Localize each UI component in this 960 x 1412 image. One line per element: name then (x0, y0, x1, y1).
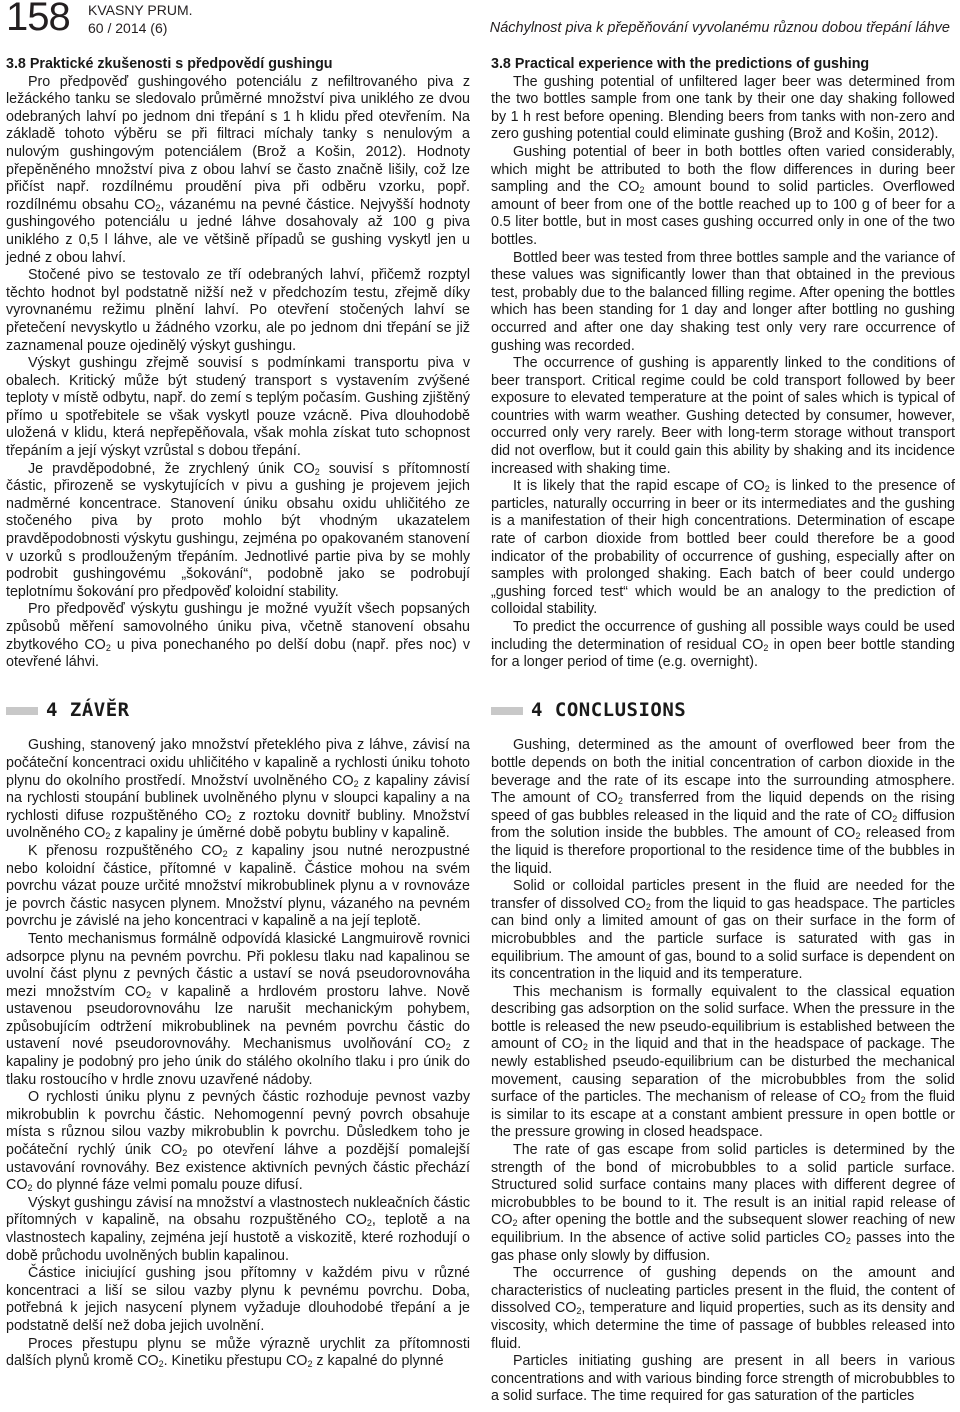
section-title: 4 ZÁVĚR (46, 698, 130, 721)
paragraph: Gushing, stanovený jako množství přetekléhо piva z láhve, závisí na počáteční koncentraci oxidu uhličitého v kapalině a rychlosti úniku tohoto plynu do okolního prostředí. Množství uvolněného $CO_2$ z kapaliny závisí na rychlosti stoupání bublinek uvolněného plynu v sloupci kapaliny a na rychlosti difuse rozpuštěného $CO_2$ z roztoku dovnitř bubliny. Množství uvolněného $CO_2$ z kapaliny je úměrné době pobytu bubliny v kapalině. (6, 737, 470, 842)
subsection-heading: 3.8 Praktické zkušenosti s předpovědí gushingu (6, 56, 333, 72)
paragraph: Bottled beer was tested from three bottles sample and the variance of these values was significantly lower than that obtained in the previous test, probably due to the balanced filling regime. After opening the bottles which has been standing for 1 day and longer after bottling no gushing occurred and after one day shaking test only very rare occurrence of gushing was recorded. (491, 249, 955, 354)
paragraph: K přenosu rozpuštěného $CO_2$ z kapaliny jsou nutné nerozpustné nebo koloidní částice, přítomné v kapalině. Částice mohou na svém povrchu vázat pouze určité množství mikrobublinek plynu a v rovnováze je povrch částic nasycen plynem. Množství plynu, vázaného na pevném povrchu je závislé na jeho koncentraci v kapalině a na její teplotě. (6, 842, 470, 930)
paragraph: It is likely that the rapid escape of $CO_2$ is linked to the presence of particles, naturally occurring in beer or its intermediates and the gushing is a manifestation of their high concentrations. Determination of escape rate of carbon dioxide from bottled beer could therefore be a good indicator of the probability of occurrence of gushing, especially after on samples with prolonged shaking. Each batch of beer could undergo „gushing forced test“ which would be an analogy to the prediction of colloidal stability. (491, 478, 955, 618)
paragraph: Výskyt gushingu závisí na množství a vlastnostech nukleačních částic přítomných v kapalině, na obsahu rozpuštěného $CO_2$, teplotě a na vlastnostech kapaliny, zejména její hustotě a viskozitě, které rozhodují o době průchodu uvolněných bublin kapalinou. (6, 1194, 471, 1264)
paragraph: Gushing, determined as the amount of overflowed beer from the bottle depends on both the initial concentration of carbon dioxide in the beverage and the rate of its escape into the surrounding atmosphere. The amount of $CO_2$ transferred from the liquid depends on the rising speed of gas bubbles released in the liquid and the rate of $CO_2$ diffusion from the solution inside the bubbles. The amount of $CO_2$ released from the liquid is therefore proportional to the residence time of the bubbles in the liquid. (491, 737, 955, 877)
subsection-heading: 3.8 Practical experience with the predictions of gushing (491, 56, 870, 72)
paragraph: The gushing potential of unfiltered lager beer was determined from the two bottles sample from one tank by their one day shaking followed by 1 h rest before opening. Blending beers from tanks with non-zero and zero gushing potential could eliminate gushing (Brož and Košin, 2012). (491, 73, 955, 143)
paragraph: Proces přestupu plynu se může výrazně urychlit za přítomnosti dalších plynů kromě $CO_2$. Kinetiku přestupu $CO_2$ z kapalné do plynné (6, 1335, 470, 1370)
section-marker (491, 707, 523, 715)
paragraph: Particles initiating gushing are present in all beers in various concentrations and with various binding force strength of microbubbles to a solid surface. The time required for gas saturation of the particles (491, 1353, 955, 1405)
volume-issue: 60 / 2014 (6) (88, 20, 168, 36)
paragraph: Výskyt gushingu zřejmě souvisí s podmínkami transportu piva v obalech. Kritický může být studený transport s vystavením zvýšené teploty v místě odbytu, např. do zemí s teplým počasím. Gushing zjištěný přímo u spotřebitele se však vyskytl pouze vzácně. Piva dlouhodobě uložená v klidu, která nepřepěňovala, však mohla získat tuto schopnost třepáním a její výskyt vzrůstal s dobou třepání. (6, 355, 470, 460)
paragraph: The occurrence of gushing depends on the amount and characteristics of nucleating particles present in the fluid, the content of dissolved $CO_2$, temperature and liquid properties, such as its density and viscosity, which determine the time of passage of bubbles released into fluid. (491, 1265, 955, 1352)
paragraph: The rate of gas escape from solid particles is determined by the strength of the bond of microbubbles to a solid particle surface. Structured solid surface contains many places with different degree of microbubbles to be bound to it. The result is an initial rapid release of $CO_2$ after opening the bottle and the subsequent slower reaching of new equilibrium. In the absence of active solid particles $CO_2$ passes into the gas phase only slowly by diffusion. (491, 1142, 955, 1264)
running-title: Náchylnost piva k přepěňování vyvolanému různou dobou třepání láhve (489, 20, 950, 36)
paragraph: Gushing potential of beer in both bottles often varied considerably, which might be attributed to both the flow differences in during beer sampling and the $CO_2$ amount bound to solid particles. Overflowed amount of beer from one of the bottle reached up to 100 g of beer for a 0.5 liter bottle, but in most cases gushing occurred only in one of the two bottles. (491, 143, 955, 248)
paragraph: To predict the occurrence of gushing all possible ways could be used including the determination of residual $CO_2$ in open beer bottle standing for a longer period of time (e.g. overnight). (491, 619, 955, 671)
paragraph: Tento mechanismus formálně odpovídá klasické Langmuirově rovnici adsorpce plynu na pevném povrchu. Při poklesu tlaku nad kapalinou se uvolní část plynu z pevných částic a ustaví se nová pseudorovnováha mezi množstvím $CO_2$ v kapalině a hrdlovém prostoru lahve. Nově ustavenou pseudorovnováhu lze narušit mechanickým pohybem, způsobujícím odtržení mikrobublinek na pevném povrchu částic do ustavení nové pseudorovnováhy. Mechanismus uvolňování $CO_2$ z kapaliny je podobný pro jeho únik do stálého okolního tlaku i pro únik do tlaku rostoucího v hrdle znovu uzavřené nádoby. (6, 930, 470, 1088)
section-heading (6, 698, 470, 721)
paragraph: Solid or colloidal particles present in the fluid are needed for the transfer of dissolved $CO_2$ from the liquid to gas headspace. The particles can bind only a limited amount of gas on their surface in the form of microbubbles and the particle surface is saturated with gas in equilibrium. The amount of gas, bound to a solid surface is dependent on its concentration in the liquid and its temperature. (491, 878, 955, 983)
paragraph: Je pravděpodobné, že zrychlený únik $CO_2$ souvisí s přítomností částic, přirozeně se vyskytujících v pivu a gushing je projevem jejich nadměrné koncentrace. Stanovení úniku obsahu oxidu uhličitého ze stočeného piva by proto mohlo být vhodným ukazatelem pravděpodobnosti výskytu gushingu, zejména po opakovaném stanovení v uzorků s prodlouženým třepáním. Jednotlivé partie piva by se mohly podrobit gushingovému „šokování“, podobně jako se podrobují teplotnímu šokování pro předpověď koloidní stability. (6, 460, 470, 600)
paragraph: The occurrence of gushing is apparently linked to the conditions of beer transport. Critical regime could be cold transport followed by beer exposure to elevated temperature at the point of sales which is typical of countries with warm weather. Gushing detected by consumer, however, occurred only very rarely. Beer with long-term storage without transport did not overflow, but it could gain this ability by shaking and its incidence increased with shaking time. (491, 355, 955, 477)
paragraph: This mechanism is formally equivalent to the classical equation describing gas adsorption on the solid surface. When the pressure in the bottle is released the new pseudo-equilibrium is established between the amount of $CO_2$ in the liquid and that in the headspace of package. The newly established pseudo-equilibrium can be disturbed the mechanical movement, causing separation of the microbubbles from the solid surface of the particles. The mechanism of release of $CO_2$ from the fluid is similar to its escape at a constant ambient pressure in open bottle or the pressure growing in closed headspace. (491, 983, 955, 1141)
page-number: 158 (6, 0, 70, 39)
czech-column (6, 56, 470, 1371)
paragraph: Stočené pivo se testovalo ze tří odebraných lahví, přičemž rozptyl těchto hodnot byl podstatně nižší než v předchozím testu, zřejmě díky vyrovnanému režimu plnění lahví. Po otevření stočených lahví se přetečení nevyskytlo u žádného vzorku, ale po jednom dni třepání se již zaznamenal pouze ojedinělý výskyt gushingu. (6, 267, 470, 354)
paragraph: O rychlosti úniku plynu z pevných částic rozhoduje pevnost vazby mikrobublin k povrchu částic. Nehomogenní pevný povrch obsahuje místa s různou silou vazby mikrobublin k povrchu. Důsledkem toho je počáteční rychlý únik $CO_2$ po otevření láhve a pozdější pomalejší ustavování rovnováhy. Bez existence aktivních pevných částic přechází $CO_2$ do plynné fáze velmi pomalu pouze difusí. (6, 1089, 470, 1194)
english-column (491, 56, 955, 1406)
paragraph: Pro předpověď výskytu gushingu je možné využít všech popsaných způsobů měření samovolného úniku piva, včetně stanovení obsahu zbytkového $CO_2$ u piva ponechaného po delší dobu (např. přes noc) v otevřené láhvi. (6, 601, 470, 671)
journal-name: KVASNY PRUM. 60 / 2014 (6) (88, 2, 193, 36)
section-marker (6, 707, 38, 715)
paragraph: Částice iniciující gushing jsou přítomny v každém pivu v různé koncentraci a liší se silou vazby plynu k pevnému povrchu. Doba, potřebná k jejich nasycení plynem vyžaduje dlouhodobé třepání a je podstatně delší než doba jejich uvolnění. (6, 1265, 470, 1334)
page-header (6, 0, 954, 40)
section-title: 4 CONCLUSIONS (531, 698, 687, 721)
section-heading (491, 698, 955, 721)
paragraph: Pro předpověď gushingového potenciálu z nefiltrovaného piva z ležáckého tanku se sledovalo průměrné množství piva uniklého ze dvou odebraných lahví po jednom dni třepání s 1 h klidu před otevřením. Na základě tohoto výběru se při filtraci míchaly tanky s nenulovým a nulovým gushingovým potenciálem (Brož a Košin, 2012). Hodnoty přepěněného množství piva z obou lahví se často značně lišily, což lze přičíst např. rozdílnému proudění piva při odběru vzorku, popř. rozdílnému obsahu $CO_2$, vázanému na pevné částice. Nejvyšší hodnoty gushingového potenciálu u jedné láhve dosahovaly až 100 g piva uniklého z 0,5 l láhve, ale ve většině případů se gushing vyskytl jen u jedné z obou lahví. (6, 73, 470, 266)
